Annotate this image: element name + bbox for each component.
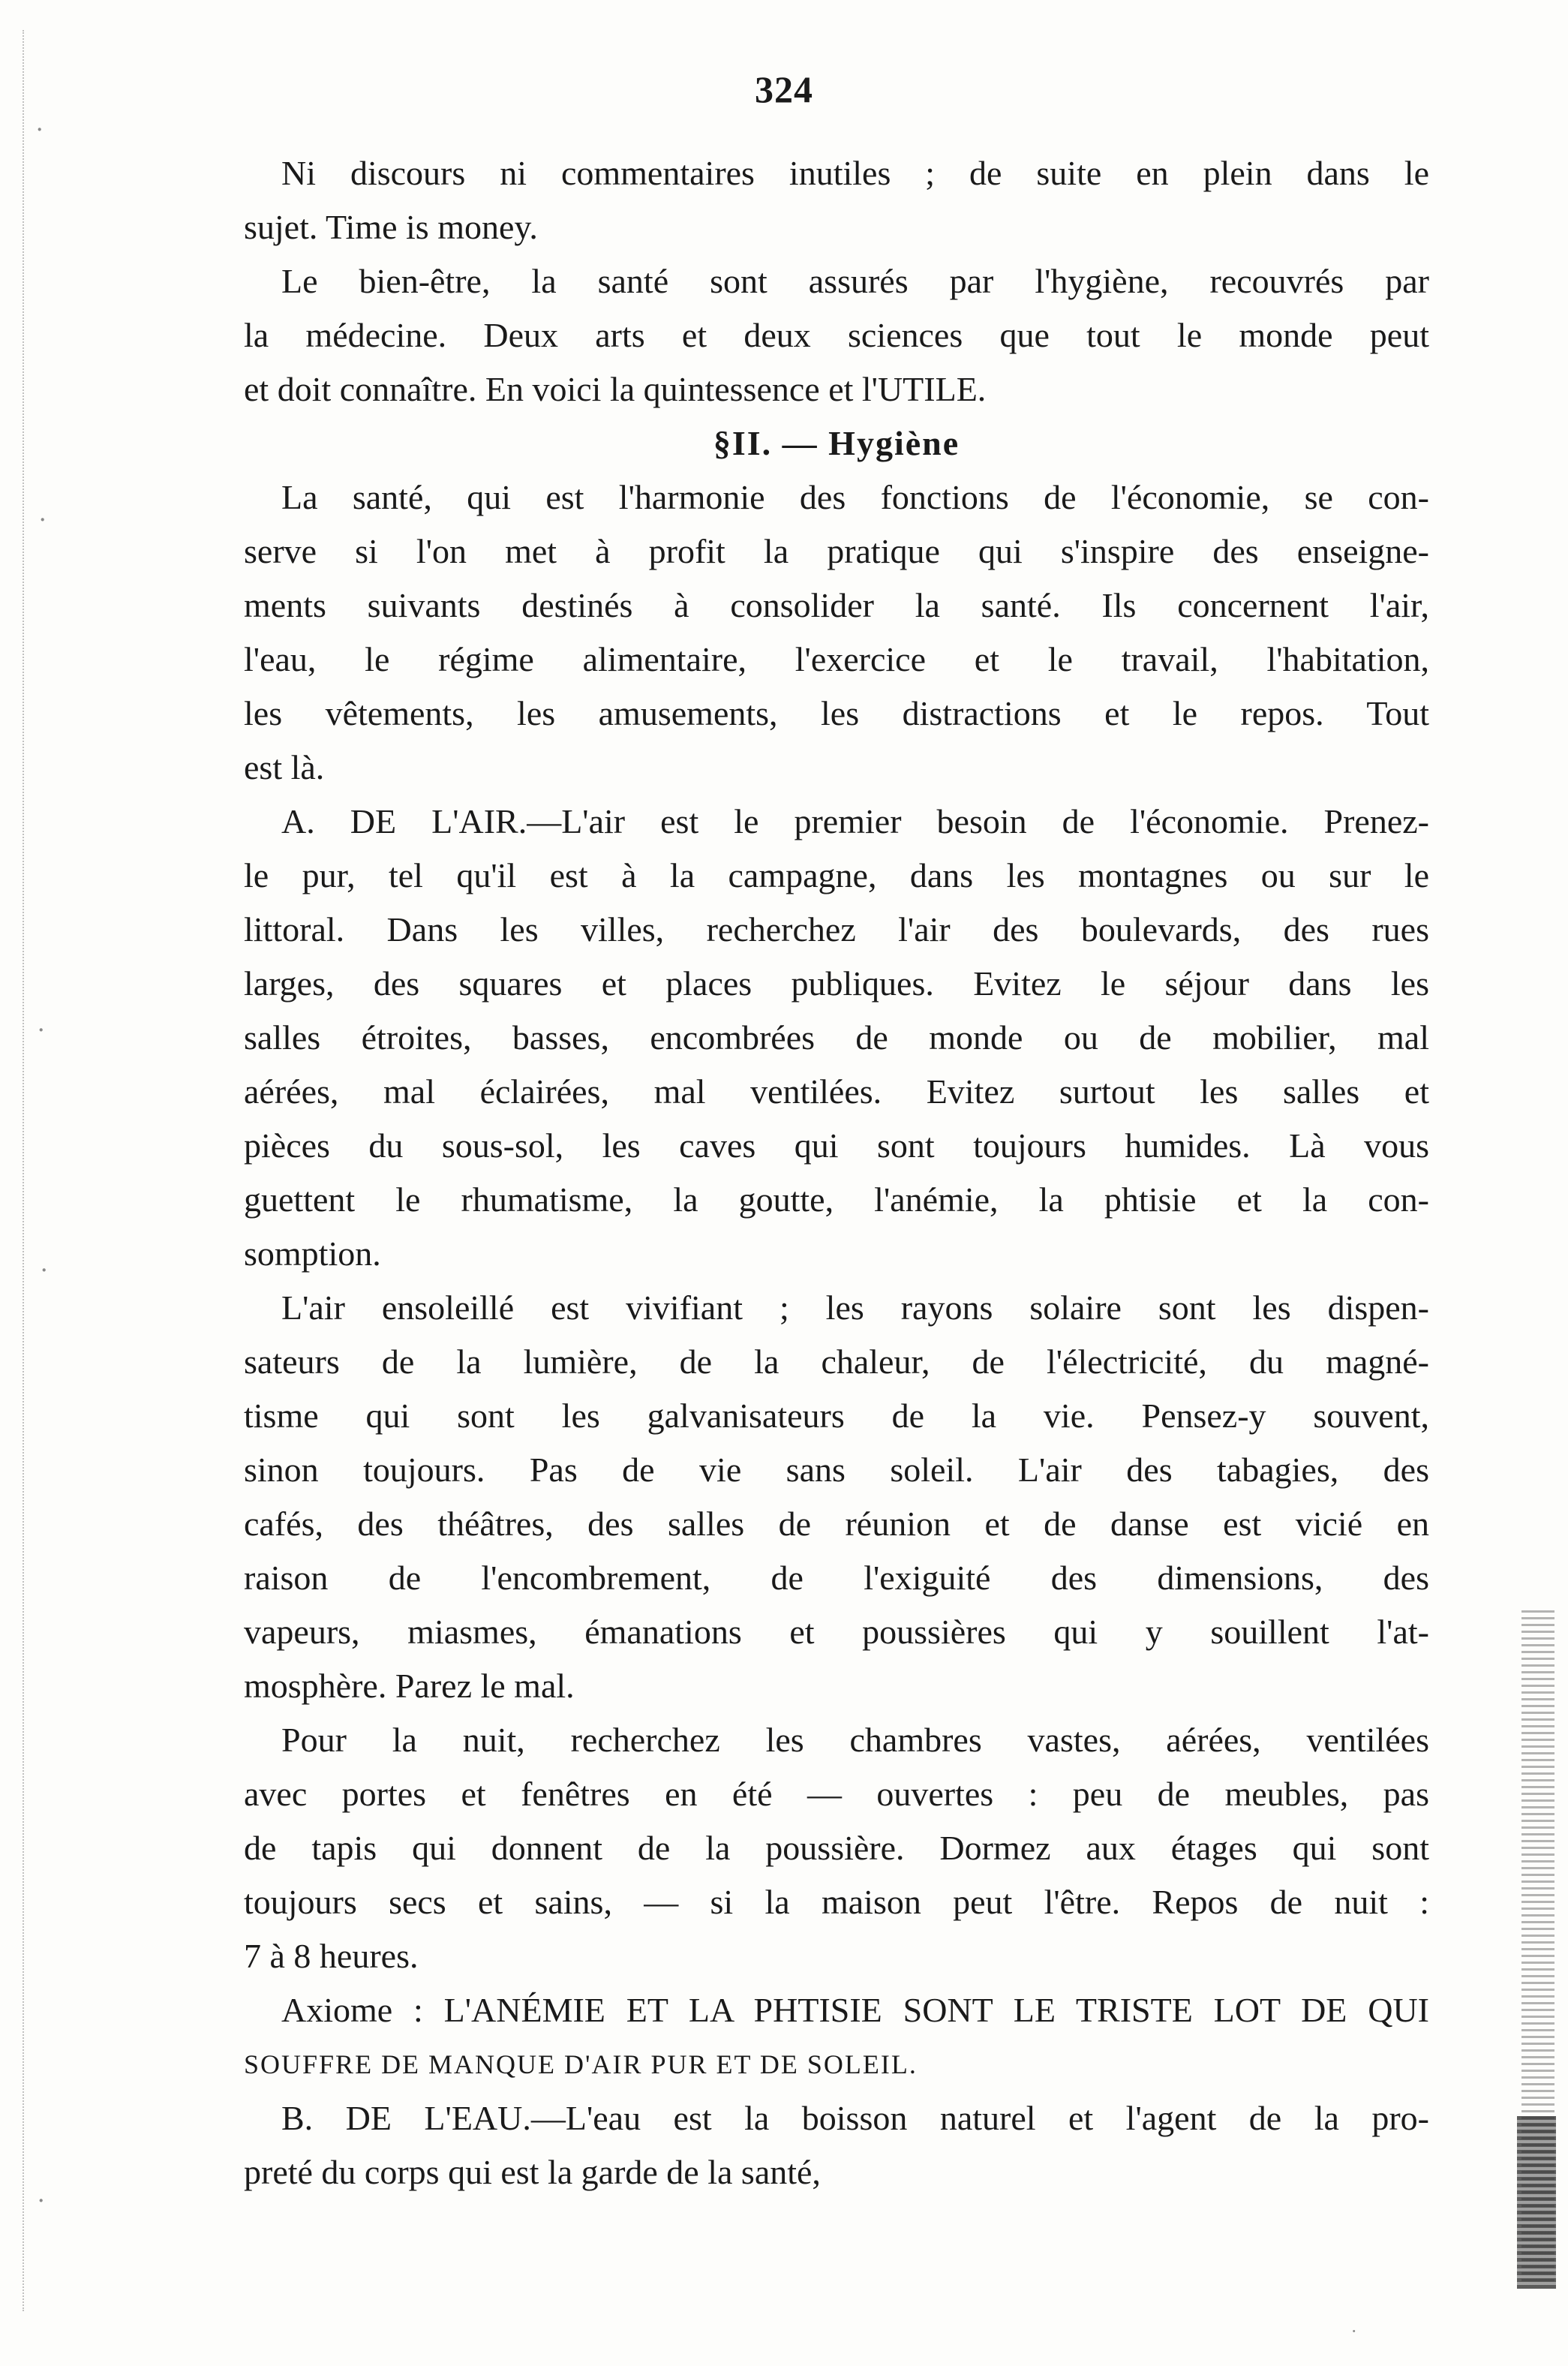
scan-mark: ˙ bbox=[39, 1261, 50, 1295]
text-line: l'eau, le régime alimentaire, l'exercice et le travail, l'habitation, bbox=[244, 640, 1429, 678]
scan-mark: ˙ bbox=[1350, 2326, 1358, 2349]
text-line: sujet. Time is money. bbox=[244, 208, 538, 246]
text-line: Axiome : L'ANÉMIE ET LA PHTISIE SONT LE TRISTE LOT DE QUI bbox=[281, 1991, 1429, 2029]
text-line: cafés, des théâtres, des salles de réunion et de danse est vicié en bbox=[244, 1505, 1429, 1543]
scan-mark: ˙ bbox=[36, 2192, 47, 2226]
text-line: ments suivants destinés à consolider la santé. Ils concernent l'air, bbox=[244, 586, 1429, 624]
text-line: tisme qui sont les galvanisateurs de la vie. Pensez-y souvent, bbox=[244, 1396, 1429, 1435]
text-line: L'air ensoleillé est vivifiant ; les rayons solaire sont les dispen- bbox=[281, 1288, 1429, 1327]
text-line: A. DE L'AIR.—L'air est le premier besoin de l'économie. Prenez- bbox=[281, 802, 1429, 840]
page-number: 324 bbox=[755, 68, 813, 110]
text-line: de tapis qui donnent de la poussière. Dormez aux étages qui sont bbox=[244, 1829, 1429, 1867]
text-line: est là. bbox=[244, 748, 325, 786]
text-line: pièces du sous-sol, les caves qui sont toujours humides. Là vous bbox=[244, 1126, 1429, 1165]
text-line: La santé, qui est l'harmonie des fonctions de l'économie, se con- bbox=[281, 478, 1429, 516]
scan-mark: ˙ bbox=[35, 121, 45, 155]
text-line: la médecine. Deux arts et deux sciences que tout le monde peut bbox=[244, 316, 1429, 354]
text-line: 7 à 8 heures. bbox=[244, 1937, 419, 1975]
section-heading: §II. — Hygiène bbox=[713, 424, 960, 462]
text-line: littoral. Dans les villes, recherchez l'air des boulevards, des rues bbox=[244, 910, 1429, 949]
text-line: aérées, mal éclairées, mal ventilées. Evitez surtout les salles et bbox=[244, 1072, 1429, 1111]
text-line: sateurs de la lumière, de la chaleur, de l'électricité, du magné- bbox=[244, 1342, 1429, 1381]
scan-edge-left bbox=[23, 30, 32, 2311]
text-line: B. DE L'EAU.—L'eau est la boisson naturel et l'agent de la pro- bbox=[281, 2099, 1429, 2137]
text-line: avec portes et fenêtres en été — ouvertes : peu de meubles, pas bbox=[244, 1775, 1429, 1813]
body-text bbox=[244, 146, 1429, 2199]
text-line: raison de l'encombrement, de l'exiguité des dimensions, des bbox=[244, 1559, 1429, 1597]
text-line: salles étroites, basses, encombrées de monde ou de mobilier, mal bbox=[244, 1018, 1429, 1057]
text-line: le pur, tel qu'il est à la campagne, dans les montagnes ou sur le bbox=[244, 856, 1429, 894]
text-line: serve si l'on met à profit la pratique qui s'inspire des enseigne- bbox=[244, 532, 1429, 570]
text-line: toujours secs et sains, — si la maison peut l'être. Repos de nuit : bbox=[244, 1883, 1429, 1921]
text-line: Le bien-être, la santé sont assurés par l'hygiène, recouvrés par bbox=[281, 262, 1429, 300]
text-line: somption. bbox=[244, 1234, 381, 1273]
text-line: SOUFFRE DE MANQUE D'AIR PUR ET DE SOLEIL. bbox=[244, 2049, 918, 2079]
text-line: larges, des squares et places publiques. Evitez le séjour dans les bbox=[244, 964, 1429, 1003]
scan-edge-right-dark bbox=[1517, 2116, 1556, 2289]
text-line: mosphère. Parez le mal. bbox=[244, 1667, 575, 1705]
text-line: et doit connaître. En voici la quintessence et l'UTILE. bbox=[244, 370, 987, 408]
text-line: guettent le rhumatisme, la goutte, l'anémie, la phtisie et la con- bbox=[244, 1180, 1429, 1219]
text-line: Ni discours ni commentaires inutiles ; de suite en plein dans le bbox=[281, 154, 1429, 192]
scan-mark: ˙ bbox=[36, 1021, 47, 1055]
text-line: preté du corps qui est la garde de la santé, bbox=[244, 2153, 821, 2191]
text-line: sinon toujours. Pas de vie sans soleil. L'air des tabagies, des bbox=[244, 1451, 1429, 1489]
text-line: les vêtements, les amusements, les distractions et le repos. Tout bbox=[244, 694, 1429, 732]
text-line: vapeurs, miasmes, émanations et poussières qui y souillent l'at- bbox=[244, 1613, 1429, 1651]
text-line: Pour la nuit, recherchez les chambres vastes, aérées, ventilées bbox=[281, 1721, 1429, 1759]
scan-mark: ˙ bbox=[38, 511, 48, 545]
